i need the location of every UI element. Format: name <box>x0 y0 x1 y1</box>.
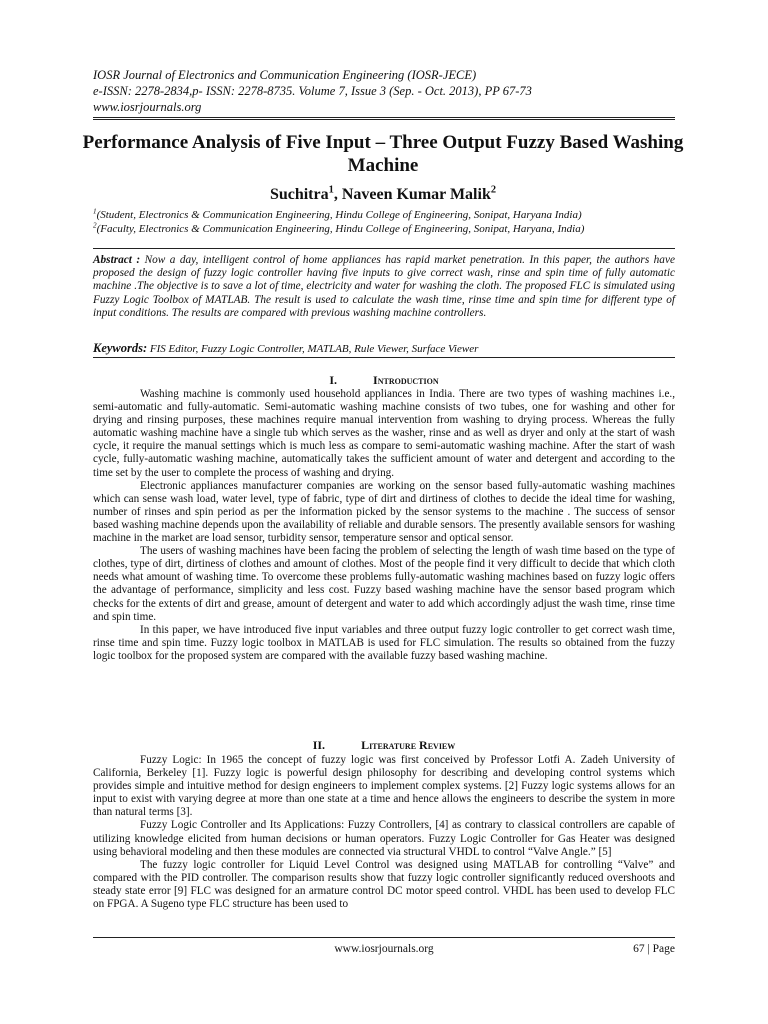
author-2-mark: 2 <box>490 184 497 196</box>
intro-paragraph-1: Washing machine is commonly used household appliances in India. There are two types of washing machines i.e., semi-automatic and fully-automatic. Semi-automatic washing machine consists of two tubes, one for washing and other for drying and rinsing purposes, these machines require manual intervention from washing to drying process. Whereas the fully automatic washing machine have a single tub which serves as the washer, rinse and as well as dryer and only at the start of wash cycle, it require the manual settings which is much less as compare to semi-automatic washing machine. After the start of wash cycle, fully-automatic washing machine, automatically takes the sufficient amount of water and detergent and according to the time set by the user to complete the process of washing and drying. <box>93 388 675 479</box>
section-heading-literature-review <box>93 738 675 753</box>
abstract-label: Abstract : <box>93 254 141 266</box>
review-paragraph-2: Fuzzy Logic Controller and Its Applications: Fuzzy Controllers, [4] as contrary to classical controllers are capable of utilizing knowledge elicited from human decisions or human operators. Fuzzy Logic Controller for Gas Heater was designed using behavioral modeling and then these modules are connected via structural VHDL to control “Valve Angle.” [5] <box>93 819 675 858</box>
affiliation-2-text: (Faculty, Electronics & Communication Engineering, Hindu College of Engineering, Sonipat, Haryana, India) <box>96 223 585 235</box>
intro-paragraph-3: The users of washing machines have been facing the problem of selecting the length of wash time based on the type of clothes, type of dirt, dirtiness of clothes and amount of clothes. Most of the people find it very difficult to decide that which cloth needs what amount of washing time. To overcome these problems fully-automatic washing machines based on fuzzy logic offers the advantage of performance, simplicity and less cost. Fuzzy based washing machine have the sensor based program which checks for the extents of dirt and grease, amount of detergent and water to add which accordingly adjust the wash time, rinse time and spin time. <box>93 545 675 623</box>
section-heading-introduction <box>93 373 675 388</box>
header-rule-top <box>93 117 675 118</box>
section-2-number: II. <box>312 738 326 752</box>
literature-review-body <box>93 754 675 911</box>
abstract-text: Now a day, intelligent control of home appliances has rapid market penetration. In this paper, the authors have proposed the design of fuzzy logic controller having five inputs to give correct wash, rinse and spin time of fully automatic machine .The objective is to save a lot of time, electricity and water for washing the cloth. The proposed FLC is simulated using Fuzzy Logic Toolbox of MATLAB. The result is used to calculate the wash time, rinse time and spin time for different type of input conditions. The results are compared with previous washing machine controllers. <box>93 254 675 319</box>
section-1-number: I. <box>329 373 338 387</box>
affiliation-2-mark: 2 <box>93 221 97 230</box>
review-paragraph-1: Fuzzy Logic: In 1965 the concept of fuzzy logic was first conceived by Professor Lotfi A. Zadeh University of California, Berkeley [1]. Fuzzy logic is powerful design philosophy for describing and developing control systems which provides simple and intuitive method for design engineers to implement complex systems. [2] Fuzzy logic systems allows for an input to exist with varying degree at more than one state at a time and hence allows the engineers to describe the system in more than natural terms [3]. <box>93 754 675 819</box>
abstract <box>93 254 675 320</box>
journal-site[interactable]: www.iosrjournals.org <box>93 100 202 114</box>
footer-rule <box>93 937 675 938</box>
section-2-title: Literature Review <box>361 738 456 752</box>
author-line <box>80 185 686 205</box>
section-1-title: Introduction <box>373 373 439 387</box>
author-1-mark: 1 <box>328 184 334 196</box>
affiliation-1 <box>93 209 677 222</box>
intro-paragraph-4: In this paper, we have introduced five input variables and three output fuzzy logic controller to get correct wash time, rinse time and spin time. Fuzzy logic toolbox in MATLAB is used for FLC simulation. The results so obtained from the fuzzy logic toolbox for the proposed system are compared with the available fuzzy based washing machine. <box>93 623 675 662</box>
header-rule-bottom <box>93 119 675 120</box>
affiliation-1-text: (Student, Electronics & Communication Engineering, Hindu College of Engineering, Sonipat, Haryana India) <box>96 209 582 221</box>
keywords-text: FIS Editor, Fuzzy Logic Controller, MATLAB, Rule Viewer, Surface Viewer <box>147 343 479 355</box>
intro-paragraph-2: Electronic appliances manufacturer companies are working on the sensor based fully-automatic washing machines which can sense wash load, water level, type of fabric, type of dirt and dirtiness of clothes to decide the ideal time for washing, number of rinses and spin period as per the information picked by the sensor systems to the machine . The success of sensor based washing machine depends upon the availability of reliable and durable sensors. The presently available sensors for washing machine in the market are load sensor, turbidity sensor, temperature sensor and optical sensor. <box>93 479 675 545</box>
footer-url[interactable]: www.iosrjournals.org <box>334 943 434 955</box>
paper-title: Performance Analysis of Five Input – Three Output Fuzzy Based Washing Machine <box>82 132 684 176</box>
author-2: Naveen Kumar Malik <box>341 186 491 203</box>
affiliation-2 <box>93 223 677 236</box>
journal-issn: e-ISSN: 2278-2834,p- ISSN: 2278-8735. Volume 7, Issue 3 (Sep. - Oct. 2013), PP 67-73 <box>93 84 532 98</box>
introduction-body <box>93 388 675 663</box>
affiliation-1-mark: 1 <box>93 207 97 216</box>
review-paragraph-3: The fuzzy logic controller for Liquid Level Control was designed using MATLAB for controlling “Valve” and compared with the PID controller. The comparison results show that fuzzy logic controller significantly reduced overshoots and steady state error [9] FLC was designed for an armature control DC motor speed control. VHDL has been used to develop FLC on FPGA. A Sugeno type FLC structure has been used to <box>93 858 675 911</box>
author-1: Suchitra <box>269 186 329 203</box>
journal-name: IOSR Journal of Electronics and Communication Engineering (IOSR-JECE) <box>93 68 477 82</box>
abstract-rule <box>93 248 675 249</box>
author-separator: , <box>333 186 342 203</box>
keywords <box>93 341 675 356</box>
keywords-rule <box>93 357 675 358</box>
keywords-label: Keywords: <box>93 341 148 355</box>
page-number: 67 | Page <box>633 943 675 955</box>
journal-header <box>93 67 693 115</box>
